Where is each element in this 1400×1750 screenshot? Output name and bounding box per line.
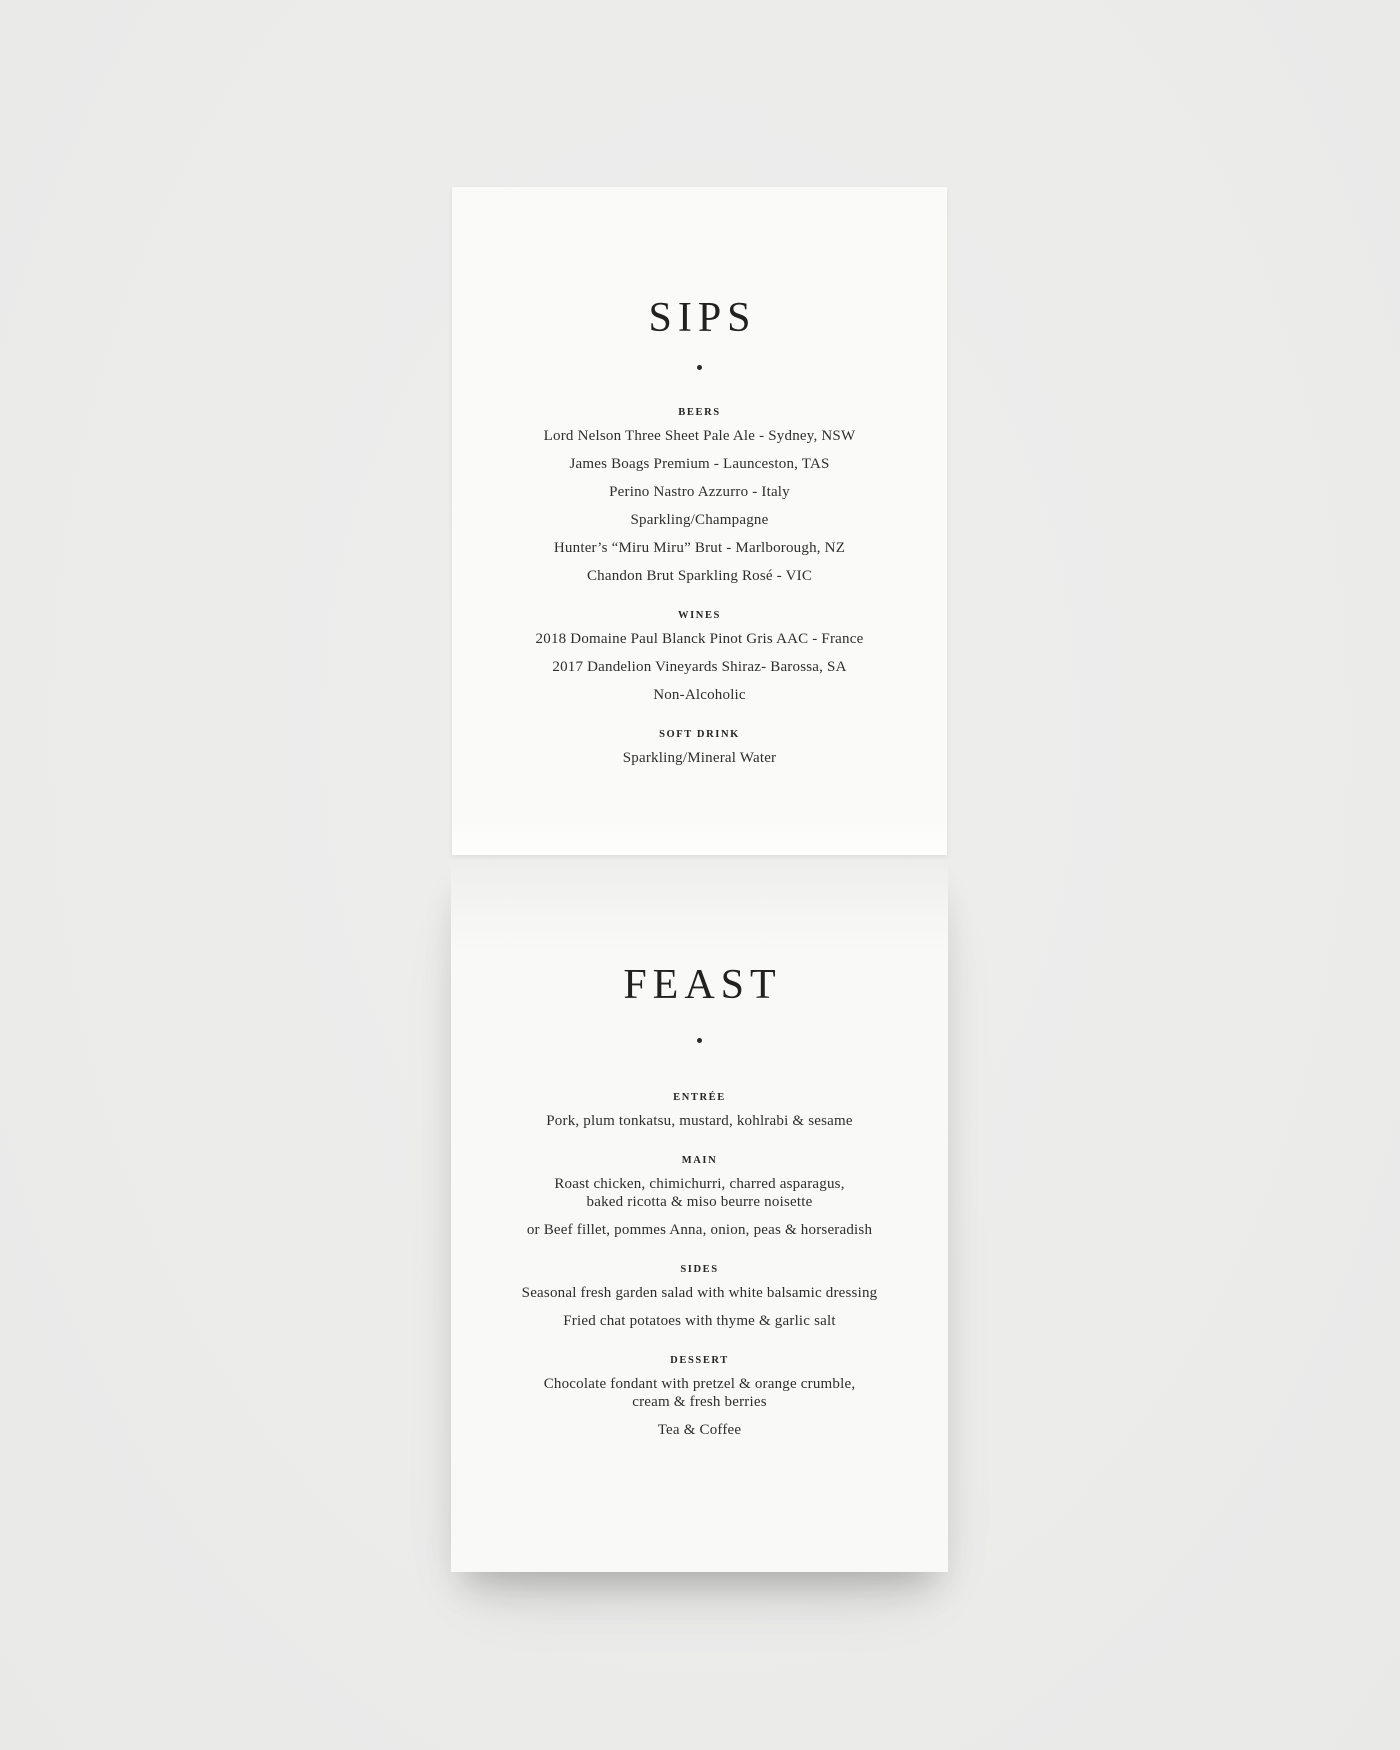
section-label-entree: ENTRÉE [673,1092,726,1103]
menu-line: James Boags Premium - Launceston, TAS [569,456,830,472]
section-label-sides: SIDES [680,1264,719,1275]
section-label-beers: BEERS [678,407,721,418]
section-main [451,1154,948,1240]
section-beers [452,406,947,586]
menu-line: Hunter’s “Miru Miru” Brut - Marlborough, NZ [553,540,846,556]
menu-line: Lord Nelson Three Sheet Pale Ale - Sydney, NSW [543,428,856,444]
menu-line: 2018 Domaine Paul Blanck Pinot Gris AAC - France [535,631,864,647]
menu-line: Roast chicken, chimichurri, charred asparagus, [554,1176,845,1192]
section-label-main: MAIN [681,1155,718,1166]
section-wines [452,609,947,705]
menu-line: or Beef fillet, pommes Anna, onion, peas & horseradish [526,1222,873,1238]
feast-title: FEAST [623,962,782,1008]
section-label-wines: WINES [677,610,721,621]
menu-line: cream & fresh berries [632,1394,767,1410]
menu-line: Tea & Coffee [657,1422,742,1438]
menu-line: Pork, plum tonkatsu, mustard, kohlrabi & sesame [546,1113,853,1129]
feast-card [451,860,948,1572]
menu-line: Perino Nastro Azzurro - Italy [609,484,790,500]
menu-line: Sparkling/Champagne [630,512,769,528]
section-soft-drink [452,728,947,768]
menu-line: Fried chat potatoes with thyme & garlic salt [563,1313,836,1329]
menu-line: Seasonal fresh garden salad with white balsamic dressing [521,1285,878,1301]
divider-dot [697,365,702,370]
sips-card [452,187,947,855]
divider-dot [697,1038,702,1043]
section-label-dessert: DESSERT [670,1355,729,1366]
menu-line: baked ricotta & miso beurre noisette [586,1194,813,1210]
menu-line: Chandon Brut Sparkling Rosé - VIC [586,568,813,584]
section-dessert [451,1354,948,1440]
section-sides [451,1263,948,1331]
section-entree [451,1091,948,1131]
menu-line: 2017 Dandelion Vineyards Shiraz- Barossa, SA [552,659,847,675]
menu-line: Non-Alcoholic [653,687,746,703]
menu-line: Sparkling/Mineral Water [622,750,777,766]
sips-title: SIPS [648,295,757,341]
menu-line: Chocolate fondant with pretzel & orange crumble, [543,1376,856,1392]
section-label-soft-drink: SOFT DRINK [659,729,740,740]
